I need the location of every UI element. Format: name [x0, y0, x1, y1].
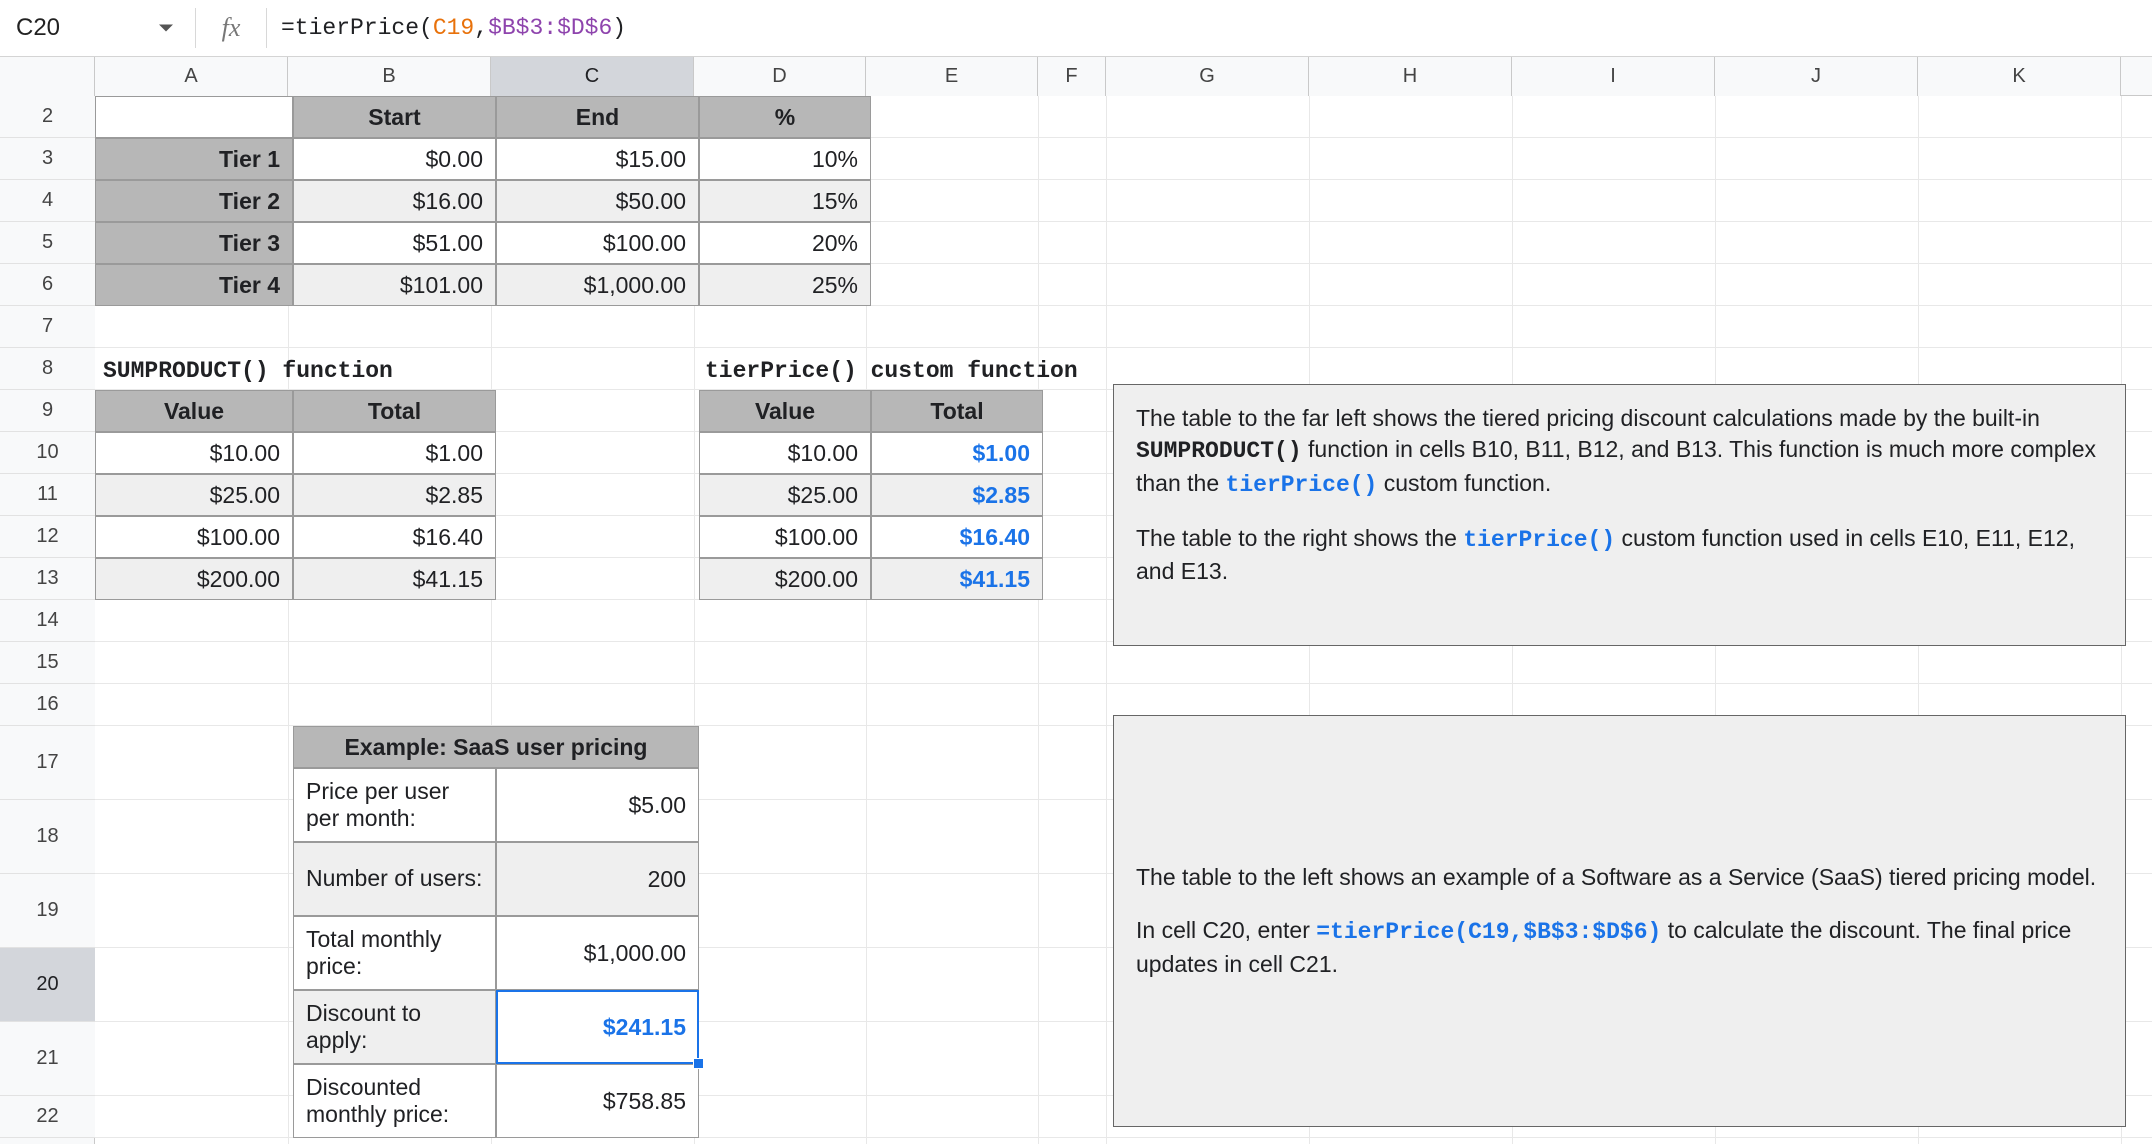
note-top-p2b: custom function used in cells E10, E11, E12, and E13. — [1136, 524, 2075, 585]
note-top-p1a: The table to the far left shows the tiered pricing discount calculations made by the built-in — [1136, 405, 2040, 431]
saas-value-2[interactable]: 200 — [496, 842, 699, 916]
sumproduct-value-1[interactable]: $10.00 — [95, 432, 293, 474]
note-top-p2-tierprice: tierPrice() — [1463, 526, 1616, 553]
name-box[interactable] — [0, 0, 195, 56]
tier-end-4[interactable]: $1,000.00 — [496, 264, 699, 306]
tier-start-4[interactable]: $101.00 — [293, 264, 496, 306]
sumproduct-total-2[interactable]: $2.85 — [293, 474, 496, 516]
saas-value-1[interactable]: $5.00 — [496, 768, 699, 842]
name-box-value: C20 — [16, 14, 61, 41]
grid — [0, 57, 2152, 1144]
sumproduct-total-1[interactable]: $1.00 — [293, 432, 496, 474]
row-header-4[interactable]: 4 — [0, 180, 95, 222]
saas-value-5[interactable]: $758.85 — [496, 1064, 699, 1138]
tier-start-1[interactable]: $0.00 — [293, 138, 496, 180]
tierprice-total-3[interactable]: $16.40 — [871, 516, 1043, 558]
row-header-16[interactable]: 16 — [0, 684, 95, 726]
note-box-bottom — [1113, 715, 2126, 1127]
row-header-8[interactable]: 8 — [0, 348, 95, 390]
row-header-5[interactable]: 5 — [0, 222, 95, 264]
row-header-14[interactable]: 14 — [0, 600, 95, 642]
tier-label-4[interactable]: Tier 4 — [95, 264, 293, 306]
sumproduct-section-title: SUMPRODUCT() function — [103, 358, 393, 384]
tierprice-total-4[interactable]: $41.15 — [871, 558, 1043, 600]
saas-label-2-text: Number of users: — [306, 865, 483, 892]
note-top-paragraph-1 — [1136, 403, 2103, 501]
note-bottom-formula: =tierPrice(C19,$B$3:$D$6) — [1316, 919, 1662, 946]
column-header-I[interactable]: I — [1512, 57, 1715, 96]
column-header-G[interactable]: G — [1106, 57, 1309, 96]
tier-header-end[interactable]: End — [496, 96, 699, 138]
column-header-F[interactable]: F — [1038, 57, 1106, 96]
tierprice-value-4[interactable]: $200.00 — [699, 558, 871, 600]
row-header-22[interactable]: 22 — [0, 1096, 95, 1138]
row-header-10[interactable]: 10 — [0, 432, 95, 474]
note-top-p1c: custom function. — [1377, 469, 1552, 496]
row-header-15[interactable]: 15 — [0, 642, 95, 684]
saas-value-3[interactable]: $1,000.00 — [496, 916, 699, 990]
tier-label-2[interactable]: Tier 2 — [95, 180, 293, 222]
note-top-p1b: function in cells B10, B11, B12, and B13. This function is much more complex than the — [1136, 436, 2096, 496]
note-bottom-p2b: to calculate the discount. The final price updates in cell C21. — [1136, 917, 2072, 977]
sumproduct-total-4[interactable]: $41.15 — [293, 558, 496, 600]
saas-label-3[interactable] — [293, 916, 496, 990]
note-box-top — [1113, 384, 2126, 646]
note-bottom-p2a: In cell C20, enter — [1136, 917, 1317, 944]
saas-label-3-text: Total monthly price: — [306, 925, 442, 979]
sumproduct-value-4[interactable]: $200.00 — [95, 558, 293, 600]
row-header-18[interactable]: 18 — [0, 800, 95, 874]
tier-pct-3[interactable]: 20% — [699, 222, 871, 264]
row-header-7[interactable]: 7 — [0, 306, 95, 348]
tierprice-value-1[interactable]: $10.00 — [699, 432, 871, 474]
sumproduct-value-2[interactable]: $25.00 — [95, 474, 293, 516]
select-all-corner[interactable] — [0, 57, 95, 96]
note-top-p2a: The table to the right shows the — [1136, 524, 1464, 551]
row-header-17[interactable]: 17 — [0, 726, 95, 800]
sheet-content — [0, 96, 2152, 1144]
note-top-p1-tierprice: tierPrice() — [1225, 471, 1378, 498]
row-header-6[interactable]: 6 — [0, 264, 95, 306]
formula-suffix: ) — [612, 15, 627, 41]
formula-prefix: =tierPrice( — [281, 15, 433, 41]
column-header-H[interactable]: H — [1309, 57, 1512, 96]
row-header-3[interactable]: 3 — [0, 138, 95, 180]
tier-pct-1[interactable]: 10% — [699, 138, 871, 180]
fill-handle[interactable] — [693, 1058, 704, 1069]
tier-table-corner-cell[interactable] — [95, 96, 293, 138]
column-header-E[interactable]: E — [866, 57, 1038, 96]
formula-input[interactable] — [267, 15, 2152, 41]
tier-header-pct[interactable]: % — [699, 96, 871, 138]
cell-selection-c20[interactable] — [496, 990, 699, 1064]
column-header-K[interactable]: K — [1918, 57, 2121, 96]
tier-start-2[interactable]: $16.00 — [293, 180, 496, 222]
tier-end-3[interactable]: $100.00 — [496, 222, 699, 264]
saas-value-4[interactable]: $241.15 — [496, 990, 699, 1064]
row-header-20[interactable]: 20 — [0, 948, 95, 1022]
tierprice-header-value[interactable]: Value — [699, 390, 871, 432]
column-header-D[interactable]: D — [694, 57, 866, 96]
tier-header-start[interactable]: Start — [293, 96, 496, 138]
saas-table-title[interactable]: Example: SaaS user pricing — [293, 726, 699, 768]
row-header-19[interactable]: 19 — [0, 874, 95, 948]
column-header-J[interactable]: J — [1715, 57, 1918, 96]
row-header-9[interactable]: 9 — [0, 390, 95, 432]
sumproduct-value-3[interactable]: $100.00 — [95, 516, 293, 558]
row-header-21[interactable]: 21 — [0, 1022, 95, 1096]
saas-label-5[interactable] — [293, 1064, 496, 1138]
tierprice-value-2[interactable]: $25.00 — [699, 474, 871, 516]
saas-label-1[interactable] — [293, 768, 496, 842]
saas-label-5-text: Discounted monthly price: — [306, 1073, 450, 1127]
row-header-2[interactable]: 2 — [0, 96, 95, 138]
row-header-12[interactable]: 12 — [0, 516, 95, 558]
tier-end-2[interactable]: $50.00 — [496, 180, 699, 222]
tier-pct-2[interactable]: 15% — [699, 180, 871, 222]
column-headers — [0, 57, 2152, 96]
tierprice-section-title: tierPrice() custom function — [705, 358, 1078, 384]
fx-icon: fx — [221, 13, 241, 42]
formula-arg1: C19 — [432, 15, 475, 41]
column-header-A[interactable]: A — [95, 57, 288, 96]
sumproduct-total-3[interactable]: $16.40 — [293, 516, 496, 558]
tierprice-header-total[interactable]: Total — [871, 390, 1043, 432]
saas-label-4-text: Discount to apply: — [306, 999, 422, 1053]
row-header-11[interactable]: 11 — [0, 474, 95, 516]
chevron-down-icon[interactable] — [159, 25, 173, 32]
note-bottom-paragraph-2 — [1136, 915, 2103, 980]
formula-comma: , — [474, 15, 489, 41]
formula-bar — [0, 0, 2152, 57]
column-header-C[interactable]: C — [491, 57, 694, 96]
formula-arg2: $B$3:$D$6 — [488, 15, 613, 41]
tier-label-3[interactable]: Tier 3 — [95, 222, 293, 264]
row-header-13[interactable]: 13 — [0, 558, 95, 600]
saas-label-4[interactable] — [293, 990, 496, 1064]
tierprice-total-2[interactable]: $2.85 — [871, 474, 1043, 516]
note-top-paragraph-2 — [1136, 523, 2103, 588]
saas-label-1-text: Price per user per month: — [306, 777, 450, 831]
tier-label-1[interactable]: Tier 1 — [95, 138, 293, 180]
note-bottom-paragraph-1: The table to the left shows an example of a Software as a Service (SaaS) tiered pricing model. — [1136, 864, 2097, 891]
column-header-B[interactable]: B — [288, 57, 491, 96]
saas-label-2[interactable] — [293, 842, 496, 916]
tierprice-total-1[interactable]: $1.00 — [871, 432, 1043, 474]
sumproduct-header-value[interactable]: Value — [95, 390, 293, 432]
tier-end-1[interactable]: $15.00 — [496, 138, 699, 180]
tierprice-value-3[interactable]: $100.00 — [699, 516, 871, 558]
sumproduct-header-total[interactable]: Total — [293, 390, 496, 432]
note-top-p1-sumproduct: SUMPRODUCT() — [1136, 438, 1302, 465]
tier-start-3[interactable]: $51.00 — [293, 222, 496, 264]
tier-pct-4[interactable]: 25% — [699, 264, 871, 306]
